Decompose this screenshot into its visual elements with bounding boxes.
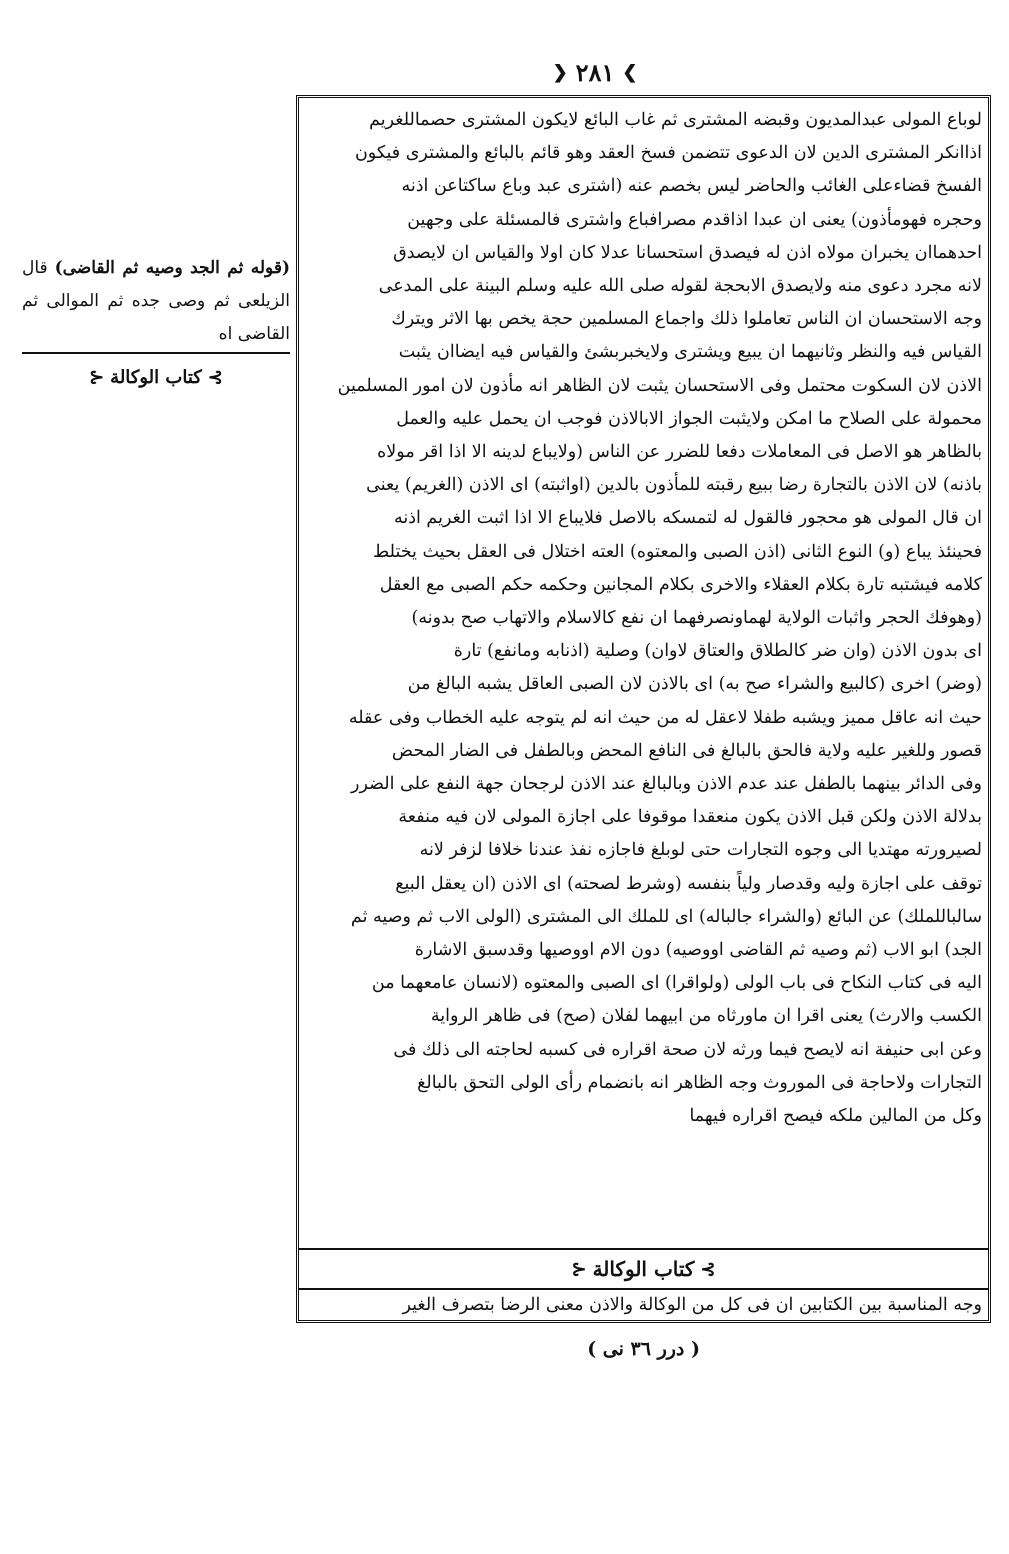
text-line: وكل من المالين ملكه فيصح اقراره فيهما <box>689 1106 982 1127</box>
margin-section-title <box>22 362 290 392</box>
text-line: وفى الدائر بينهما بالطفل عند عدم الاذن وبالبالغ عند الاذن لرجحان جهة النفع على الضرر <box>351 774 982 795</box>
text-line: باذنه) لان الاذن بالتجارة رضا ببيع رقبته للمأذون بالدين (اواثبته) اى الاذن (الغريم) يعنى <box>366 475 982 496</box>
text-line: وعن ابى حنيفة انه لايصح فيما ورثه لان صحة اقراره فى كسبه لحاجته الى ذلك فى <box>393 1039 982 1060</box>
ornament-icon: ❮ <box>552 61 568 83</box>
text-line: الكسب والارث) يعنى اقرا ان ماورثاه من ابيهما لفلان (صح) فى ظاهر الرواية <box>430 1006 982 1027</box>
text-line: وجه الاستحسان ان الناس تعاملوا ذلك واجماع المسلمين حجة يخص بها الاثر ويترك <box>391 309 982 330</box>
text-line: الجد) ابو الاب (ثم وصيه ثم القاضى اووصيه) دون الام اووصيها وقدسبق الاشارة <box>414 940 982 961</box>
text-line: بالظاهر هو الاصل فى المعاملات دفعا للضرر عن الناس (ولايباع لدينه الا اذا اقر مولاه <box>377 442 982 463</box>
text-line: ان قال المولى هو محجور فالقول له لتمسكه بالاصل فلايباع الا اذا اثبت الغريم اذنه <box>393 508 982 529</box>
footer-signature: ( درر ٣٦ نى ) <box>587 1338 700 1360</box>
text-line: الاذن لان السكوت محتمل وفى الاستحسان يثبت لان الظاهر انه مأذون لان امور المسلمين <box>337 375 982 396</box>
text-line: فحينئذ يباع (و) النوع الثانى (اذن الصبى والمعتوه) العته اختلال فى العقل بحيث يختلط <box>373 541 982 562</box>
section-title <box>299 1248 988 1290</box>
text-line: القياس فيه والنظر وثانيهما ان يبيع ويشترى ولايخبربشئ والقياس فيه ايضاان يثبت <box>398 342 982 363</box>
ornament-icon: ❯ <box>622 61 638 83</box>
margin-section-title-text: كتاب الوكالة <box>110 366 202 388</box>
text-line: محمولة على الصلاح ما امكن ولايثبت الجواز الابالاذن فوجب ان يحمل عليه والعمل <box>396 408 982 429</box>
text-line: بدلالة الاذن ولكن قبل الاذن يكون منعقدا موقوفا على اجازة المولى لان فيه منفعة <box>398 807 982 828</box>
text-line: لانه مجرد دعوى منه ولايصدق الابحجة لقوله صلى الله عليه وسلم البينة على المدعى <box>378 276 982 297</box>
text-line: التجارات ولاحاجة فى الموروث وجه الظاهر انه بانضمام رأى الولى التحق بالبالغ <box>417 1072 982 1093</box>
ornament-icon: ⊱ <box>700 1258 716 1280</box>
text-line: لصيرورته مهتديا الى وجوه التجارات حتى لوبلغ فاجازه نفذ عندنا خلافا لزفر لانه <box>419 840 982 861</box>
text-line: احدهماان يخبران مولاه اذن له فيصدق استحسانا عدلا كان اولا والقياس ان لايصدق <box>393 242 982 263</box>
margin-note-heading: (قوله ثم الجد وصيه ثم القاضى) <box>54 258 290 278</box>
text-line: (وهوفك الحجر واثبات الولاية لهماونصرفهما ان نفع كالاسلام والاتهاب صح بدونه) <box>411 608 982 629</box>
main-text-block <box>305 104 982 1133</box>
text-line: اذاانكر المشترى الدين لان الدعوى تتضمن فسخ العقد وهو قائم بالبائع والمشترى فيكون <box>354 143 982 164</box>
margin-divider <box>22 352 290 354</box>
text-line: اى بدون الاذن (وان ضر كالطلاق والعتاق لاوان) وصلية (اذنابه ومانفع) تارة <box>453 641 982 662</box>
text-line: كلامه فيشتبه تارة بكلام العقلاء والاخرى بكلام المجانين وحكمه حكم الصبى مع العقل <box>379 574 982 595</box>
margin-note-text: قال الزيلعى ثم وصى جده ثم الموالى ثم القاضى اه <box>22 258 290 344</box>
ornament-icon: ⊰ <box>89 366 105 388</box>
text-line: الفسخ قضاءعلى الغائب والحاضر ليس بخصم عنه (اشترى عبد وباع ساكتاعن اذنه <box>401 176 982 197</box>
text-line: لوباع المولى عبدالمديون وقبضه المشترى ثم غاب البائع لايكون المشترى حصماللغريم <box>369 110 982 130</box>
text-line: اليه فى كتاب النكاح فى باب الولى (ولواقرا) اى الصبى والمعتوه (لانسان عامعهما من <box>371 973 982 994</box>
text-line: توقف على اجازة وليه وقدصار ولياً بنفسه (وشرط لصحته) اى الاذن (ان يعقل البيع <box>395 873 982 894</box>
page-number <box>540 55 650 89</box>
text-line: حيث انه عاقل مميز ويشبه طفلا لاعقل له من حيث انه لم يتوجه عليه الخطاب وفى عقله <box>348 707 982 728</box>
main-text-frame <box>296 95 991 1323</box>
section-first-line: وجه المناسبة بين الكتابين ان فى كل من الوكالة والاذن معنى الرضا بتصرف الغير <box>402 1295 982 1315</box>
ornament-icon: ⊱ <box>207 366 223 388</box>
section-title-text: كتاب الوكالة <box>592 1257 695 1281</box>
text-line: (وضر) اخرى (كالبيع والشراء صح به) اى بالاذن لان الصبى العاقل يشبه البالغ من <box>407 674 982 695</box>
text-line: وحجره فهومأذون) يعنى ان عبدا اذاقدم مصرافباع واشترى فالمسئلة على وجهين <box>407 209 982 230</box>
margin-note <box>22 252 290 351</box>
text-line: قصور وللغير عليه ولاية فالحق بالبالغ فى النافع المحض وبالطفل فى الضار المحض <box>391 740 982 761</box>
ornament-icon: ⊰ <box>571 1258 587 1280</box>
text-line: سالباللملك) عن البائع (والشراء جالباله) اى للملك الى المشترى (الولى الاب ثم وصيه ثم <box>350 906 982 927</box>
page-number-text: ٢٨١ <box>575 57 615 87</box>
